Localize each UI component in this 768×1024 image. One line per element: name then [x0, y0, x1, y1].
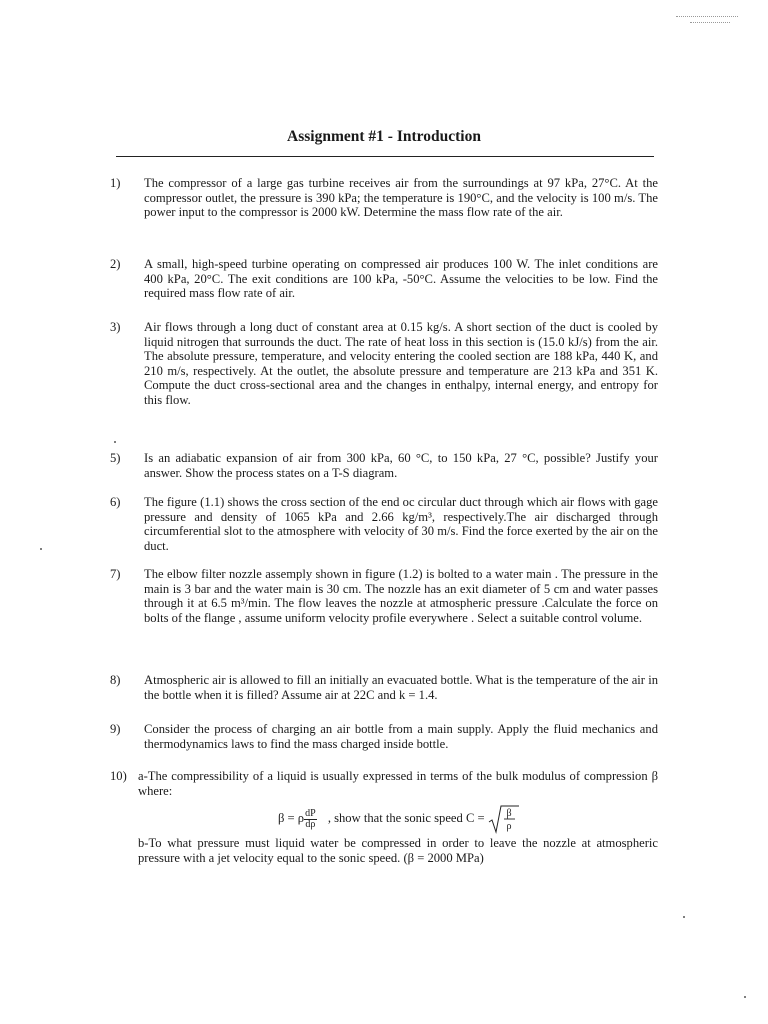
question-number: 8)	[110, 673, 121, 687]
question-6	[110, 495, 658, 553]
title-rule	[116, 156, 654, 157]
scan-speck	[744, 996, 746, 998]
sqrt-expression	[488, 804, 520, 834]
scan-mark	[676, 16, 738, 17]
scan-speck	[40, 548, 42, 550]
formula-mid: , show that the sonic speed C =	[327, 811, 485, 826]
question-2	[110, 257, 658, 301]
formula	[138, 798, 658, 834]
scan-mark	[690, 22, 730, 23]
question-8	[110, 673, 658, 702]
question-1	[110, 176, 658, 220]
question-number: 10)	[110, 769, 127, 783]
page-title: Assignment #1 - Introduction	[287, 128, 481, 145]
question-number: 2)	[110, 257, 121, 271]
question-10	[110, 769, 658, 865]
sqrt-numerator: β	[506, 808, 512, 820]
question-text: A small, high-speed turbine operating on compressed air produces 100 W. The inlet conditions are 400 kPa, 20°C. The exit conditions are 100 kPa, -50°C. Assume the velocities to be low. Find the required mass flow rate of air.	[144, 257, 658, 301]
formula-lhs: β = ρ	[278, 811, 305, 826]
question-7	[110, 567, 658, 625]
question-text: The elbow filter nozzle assemply shown in figure (1.2) is bolted to a water main . The pressure in the main is 3 bar and the water main is 30 cm. The nozzle has an exit diameter of 5 cm and water passes through it at 6.5 m³/min. The flow leaves the nozzle at atmospheric pressure .Calculate the force on bolts of the flange , assume uniform velocity profile everywhere . Select a suitable control volume.	[144, 567, 658, 625]
question-text: Consider the process of charging an air bottle from a main supply. Apply the fluid mechanics and thermodynamics laws to find the mass charged inside bottle.	[144, 722, 658, 751]
question-9	[110, 722, 658, 751]
question-text-part-b: b-To what pressure must liquid water be compressed in order to leave the nozzle at atmospheric pressure with a jet velocity equal to the sonic speed. (β = 2000 MPa)	[138, 836, 658, 865]
question-number: 1)	[110, 176, 121, 190]
fraction-denominator: dρ	[305, 818, 316, 830]
question-text: The compressor of a large gas turbine receives air from the surroundings at 97 kPa, 27°C. At the compressor outlet, the pressure is 390 kPa; the temperature is 190°C, and the velocity is 100 m/s. The power input to the compressor is 2000 kW. Determine the mass flow rate of the air.	[144, 176, 658, 220]
question-text-part-a: a-The compressibility of a liquid is usually expressed in terms of the bulk modulus of compression β where:	[138, 769, 658, 798]
sqrt-icon	[488, 804, 520, 834]
question-text: The figure (1.1) shows the cross section of the end oc circular duct through which air flows with gage pressure and density of 1065 kPa and 2.66 kg/m³, respectively.The air discharged through circumferential slot to the atmosphere with velocity of 30 m/s. Find the force exerted by the air on the duct.	[144, 495, 658, 553]
scan-speck	[114, 441, 116, 443]
question-number: 6)	[110, 495, 121, 509]
question-text: Air flows through a long duct of constant area at 0.15 kg/s. A short section of the duct is cooled by liquid nitrogen that surrounds the duct. The rate of heat loss in this section is (15.0 kJ/s) from the air. The absolute pressure, temperature, and velocity entering the cooled section are 188 kPa, 440 K, and 210 m/s, respectively. At the outlet, the absolute pressure and temperature are 213 kPa and 351 K. Compute the duct cross-sectional area and the changes in enthalpy, internal energy, and entropy for this flow.	[144, 320, 658, 407]
question-number: 5)	[110, 451, 121, 465]
fraction-numerator: dP	[305, 807, 316, 819]
question-number: 7)	[110, 567, 121, 581]
question-text: Atmospheric air is allowed to fill an initially an evacuated bottle. What is the temperature of the air in the bottle when it is filled? Assume air at 22C and k = 1.4.	[144, 673, 658, 702]
scan-speck	[683, 916, 685, 918]
sqrt-denominator: ρ	[506, 821, 512, 833]
question-number: 9)	[110, 722, 121, 736]
question-text: Is an adiabatic expansion of air from 300 kPa, 60 °C, to 150 kPa, 27 °C, possible? Justify your answer. Show the process states on a T-S diagram.	[144, 451, 658, 480]
derivative-fraction	[304, 809, 317, 830]
question-number: 3)	[110, 320, 121, 334]
question-3	[110, 320, 658, 408]
question-5	[110, 451, 658, 480]
